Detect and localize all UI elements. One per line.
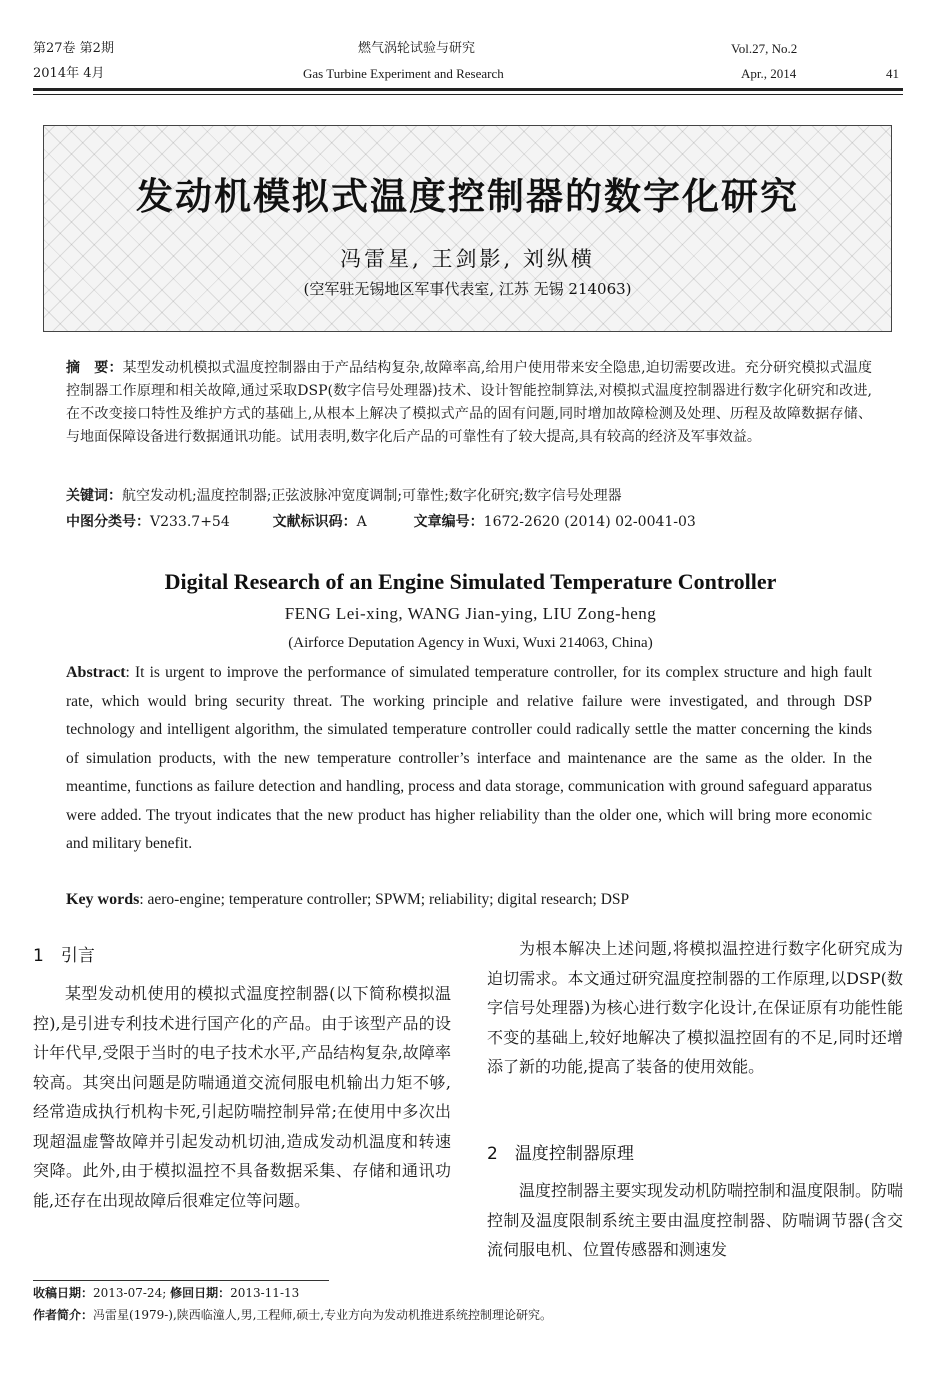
header-journal-cn: 燃气涡轮试验与研究 [358, 41, 476, 56]
abstract-en [66, 659, 872, 859]
header-date-en: Apr., 2014 [741, 66, 797, 81]
section-2-paragraph: 温度控制器主要实现发动机防喘控制和温度限制。防喘控制及温度限制系统主要由温度控制器、防喘调节器(含交流伺服电机、位置传感器和测速发 [487, 1181, 904, 1259]
keywords-cn [66, 485, 872, 508]
header-date-cn: 2014年 4月 [33, 66, 105, 81]
header-journal-en: Gas Turbine Experiment and Research [303, 66, 504, 81]
abstract-en-text: : It is urgent to improve the performance of simulated temperature controller, for its complex structure and high fault rate, which would bring security threat. The working principle and relative failure were investigated, and through DSP technology and intelligent algorithm, the simulated temperature controller could radically settle the matter concerning the kinds of simulation products, with the new temperature controller’s interface and maintenance are the same as the older. In the meantime, functions as failure detection and handling, process and data storage, communication with ground safeguard apparatus were added. The tryout indicates that the new product has higher reliability than the older one, which will bring more economic and military benefit. [66, 664, 872, 852]
author-bio-value: 冯雷星(1979-),陕西临潼人,男,工程师,硕士,专业方向为发动机推进系统控制理论研究。 [93, 1308, 553, 1322]
keywords-en-label: Key words [66, 891, 140, 908]
header-volume-cn: 第27卷 第2期 [33, 41, 114, 56]
header-volume-en: Vol.27, No.2 [731, 41, 798, 56]
section-1-heading: 1 引言 [33, 946, 95, 966]
title-block [43, 125, 892, 332]
abstract-cn [66, 357, 872, 449]
footnote-dates [33, 1285, 299, 1301]
keywords-en-text: : aero-engine; temperature controller; SPWM; reliability; digital research; DSP [139, 891, 630, 908]
section-1-paragraph: 某型发动机使用的模拟式温度控制器(以下简称模拟温控),是引进专利技术进行国产化的产品。由于该型产品的设计年代早,受限于当时的电子技术水平,产品结构复杂,故障率较高。其突出问题是防喘通道交流伺服电机输出力矩不够,经常造成执行机构卡死,引起防喘控制异常;在使用中多次出现超温虚警故障并引起发动机切油,造成发动机温度和转速突降。此外,由于模拟温控不具备数据采集、存储和通讯功能,还存在出现故障后很难定位等问题。 [33, 984, 451, 1210]
doc-code-value: A [356, 514, 367, 530]
page-number: 41 [886, 66, 899, 81]
authors-en: FENG Lei-xing, WANG Jian-ying, LIU Zong-heng [284, 604, 657, 623]
article-no-value: 1672-2620 (2014) 02-0041-03 [483, 514, 696, 530]
abstract-en-label: Abstract [66, 664, 126, 681]
received-label: 收稿日期： [33, 1286, 94, 1300]
right-column-paragraph-1: 为根本解决上述问题,将模拟温控进行数字化研究成为迫切需求。本文通过研究温度控制器的工作原理,以DSP(数字信号处理器)为核心进行数字化设计,在保证原有功能性能不变的基础上,较好地解决了模拟温控固有的不足,同时还增添了新的功能,提高了装备的使用效能。 [487, 939, 903, 1076]
section-2-heading: 2 温度控制器原理 [487, 1144, 634, 1164]
footnote-rule [33, 1280, 329, 1281]
author-bio-label: 作者简介： [33, 1308, 94, 1322]
clc-value: V233.7+54 [150, 514, 230, 530]
keywords-en [66, 886, 872, 915]
keywords-cn-label: 关键词： [66, 488, 122, 504]
article-no-label: 文章编号： [413, 514, 484, 530]
keywords-cn-text: 航空发动机;温度控制器;正弦波脉冲宽度调制;可靠性;数字化研究;数字信号处理器 [122, 488, 622, 504]
paper-title-cn: 发动机模拟式温度控制器的数字化研究 [136, 175, 799, 218]
paper-title-en: Digital Research of an Engine Simulated Temperature Controller [164, 569, 777, 594]
abstract-cn-label: 摘 要： [66, 360, 123, 376]
header-rule-thin [33, 94, 903, 95]
received-value: 2013-07-24; [93, 1286, 171, 1300]
header-rule-thick [33, 88, 903, 91]
abstract-cn-text: 某型发动机模拟式温度控制器由于产品结构复杂,故障率高,给用户使用带来安全隐患,迫切需要改进。充分研究模拟式温度控制器工作原理和相关故障,通过采取DSP(数字信号处理器)技术、设计智能控制算法,对模拟式温度控制器进行数字化研究和改进,在不改变接口特性及维护方式的基础上,从根本上解决了模拟式产品的固有问题,同时增加故障检测及处理、历程及故障数据存储、与地面保障设备进行数据通讯功能。试用表明,数字化后产品的可靠性有了较大提高,具有较高的经济及军事效益。 [66, 360, 873, 445]
authors-cn: 冯雷星, 王剑影, 刘纵横 [340, 247, 595, 271]
affiliation-en: (Airforce Deputation Agency in Wuxi, Wuxi 214063, China) [288, 635, 653, 651]
footnote-author [33, 1307, 552, 1323]
affiliation-cn: (空军驻无锡地区军事代表室, 江苏 无锡 214063) [303, 280, 632, 298]
revised-value: 2013-11-13 [230, 1286, 300, 1300]
classification-line [66, 511, 872, 534]
clc-label: 中图分类号： [66, 514, 150, 530]
revised-label: 修回日期： [170, 1286, 231, 1300]
doc-code-label: 文献标识码： [272, 514, 357, 530]
